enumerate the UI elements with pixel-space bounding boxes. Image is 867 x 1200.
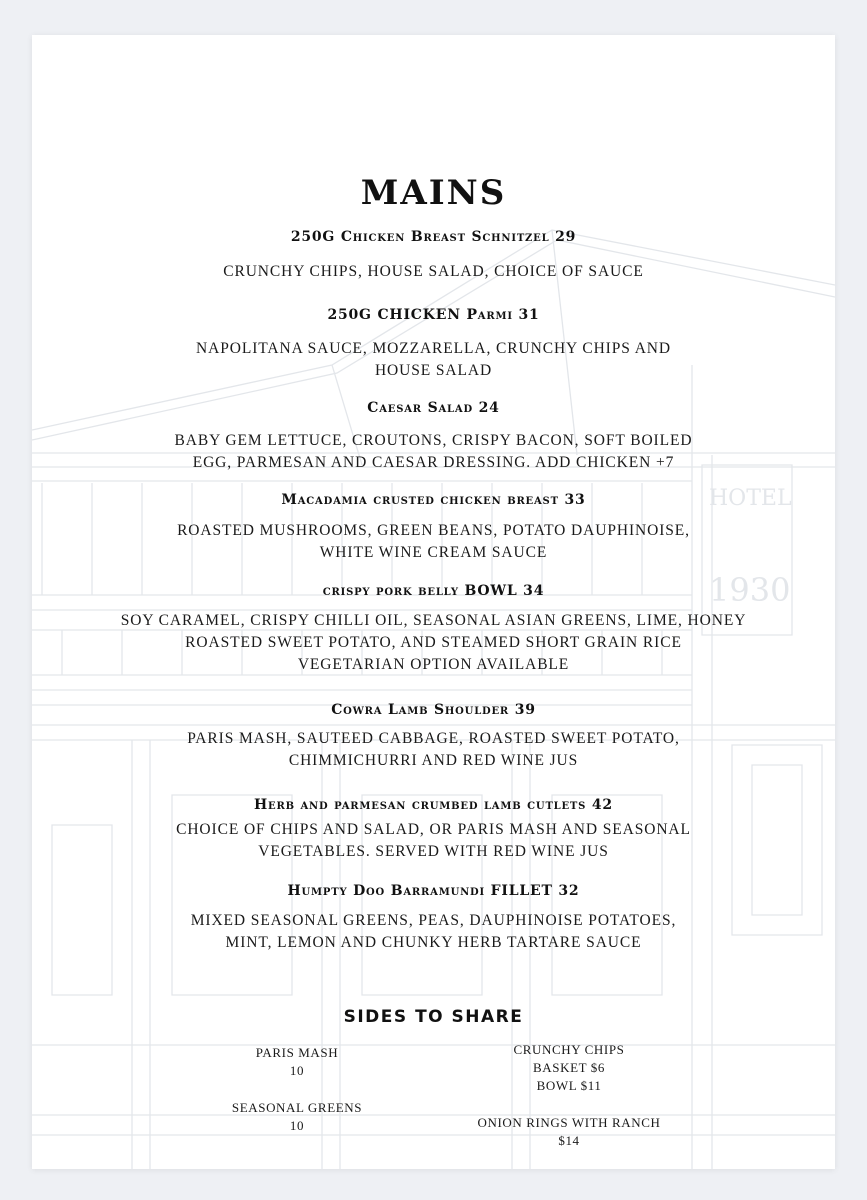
side-item-line: 10 [289,1118,305,1133]
side-item-line: ONION RINGS WITH RANCH [477,1115,661,1130]
dish-description-line: MINT, LEMON AND CHUNKY HERB TARTARE SAUCE [225,934,642,951]
dish-description-line: WHITE WINE CREAM SAUCE [319,544,548,561]
dish-name: crispy pork belly BOWL 34 [322,583,545,599]
dish-name: 250G Chicken Breast Schnitzel 29 [290,229,577,245]
dish-description-line: ROASTED SWEET POTATO, AND STEAMED SHORT GRAIN RICE [185,634,682,651]
sketch-sign-hotel: HOTEL [709,486,792,511]
dish-description-line: CRUNCHY CHIPS, HOUSE SALAD, CHOICE OF SAUCE [223,263,644,280]
sides-heading: SIDES TO SHARE [343,1007,524,1027]
dish-description [32,819,835,863]
dish-description [32,910,835,954]
dish-description-line: NAPOLITANA SAUCE, MOZZARELLA, CRUNCHY CHIPS AND [196,340,671,357]
side-item [197,1044,397,1080]
side-item [197,1099,397,1135]
side-item [419,1041,719,1095]
dish-description [32,728,835,772]
side-item-line: 10 [289,1063,305,1078]
dish-description-line: PARIS MASH, SAUTEED CABBAGE, ROASTED SWEET POTATO, [187,730,680,747]
dish-name: Cowra Lamb Shoulder 39 [331,702,536,718]
dish-name: Herb and parmesan crumbed lamb cutlets 42 [254,797,613,813]
page-title: MAINS [360,173,507,213]
dish-description-line: HOUSE SALAD [374,362,493,379]
dish-description-line: ROASTED MUSHROOMS, GREEN BEANS, POTATO DAUPHINOISE, [177,522,690,539]
dish-description [32,338,835,382]
dish-description-line: VEGETABLES. SERVED WITH RED WINE JUS [258,843,609,860]
dish-description-line: CHIMMICHURRI AND RED WINE JUS [288,752,579,769]
dish-description-line: CHOICE OF CHIPS AND SALAD, OR PARIS MASH AND SEASONAL [176,821,691,838]
side-item-line: PARIS MASH [255,1045,339,1060]
dish-description-line: SOY CARAMEL, CRISPY CHILLI OIL, SEASONAL ASIAN GREENS, LIME, HONEY [120,612,747,629]
dish-name: Caesar Salad 24 [367,400,500,416]
dish-name: 250G CHICKEN Parmi 31 [327,307,540,323]
dish-description-line: EGG, PARMESAN AND CAESAR DRESSING. ADD CHICKEN +7 [192,454,675,471]
dish-description-line: VEGETARIAN OPTION AVAILABLE [297,656,570,673]
sketch-sign-year: 1930 [709,571,791,609]
dish-name: Macadamia crusted chicken breast 33 [281,492,586,508]
dish-description [32,520,835,564]
side-item-line: $14 [558,1133,580,1148]
dish-name: Humpty Doo Barramundi FILLET 32 [287,883,580,899]
dish-description-line: MIXED SEASONAL GREENS, PEAS, DAUPHINOISE POTATOES, [190,912,677,929]
dish-description [32,610,835,676]
side-item-line: BASKET $6 [533,1060,605,1075]
side-item-line: CRUNCHY CHIPS [513,1042,625,1057]
side-item-line: BOWL $11 [536,1078,602,1093]
dish-description-line: BABY GEM LETTUCE, CROUTONS, CRISPY BACON, SOFT BOILED [174,432,693,449]
menu-content [32,35,835,1169]
menu-page [32,35,835,1169]
dish-description [32,430,835,474]
dish-description [32,261,835,283]
side-item [419,1114,719,1150]
side-item-line: SEASONAL GREENS [231,1100,363,1115]
